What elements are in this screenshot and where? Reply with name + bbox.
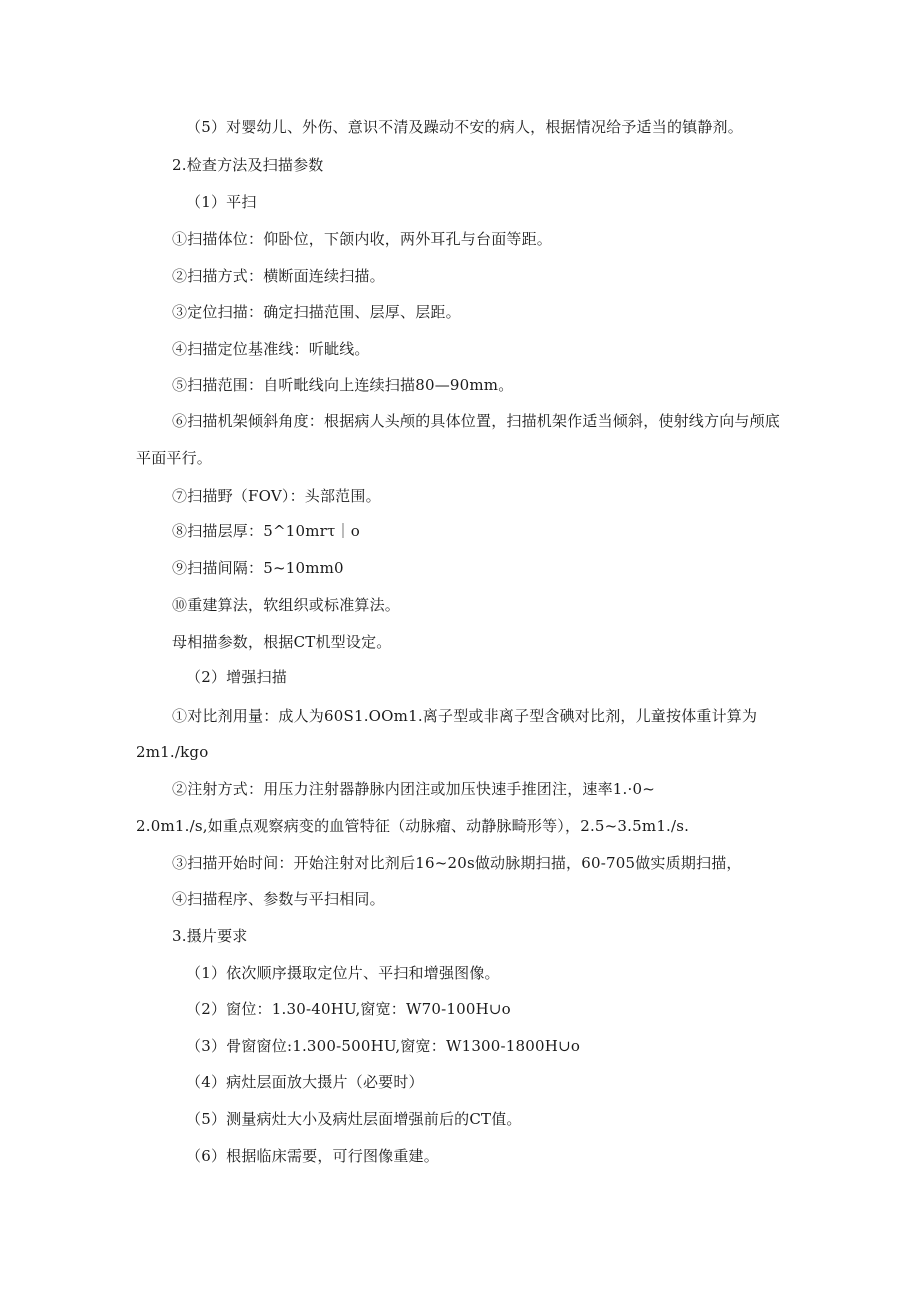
section-heading: 3.摄片要求: [172, 927, 248, 945]
text-line: ⑩重建算法，软组织或标准算法。: [172, 596, 401, 614]
text-line: ⑥扫描机架倾斜角度：根据病人头颅的具体位置，扫描机架作适当倾斜，使射线方向与颅底: [172, 412, 781, 430]
text-line: ⑨扫描间隔：5~10mm0: [172, 559, 344, 577]
text-line: 2.0m1./s,如重点观察病变的血管特征（动脉瘤、动静脉畸形等），2.5~3.5m1./s.: [136, 817, 690, 835]
text-line: （5）对婴幼儿、外伤、意识不清及躁动不安的病人，根据情况给予适当的镇静剂。: [186, 118, 743, 136]
section-heading: 2.检查方法及扫描参数: [172, 156, 324, 174]
text-line: ④扫描定位基准线：听眦线。: [172, 340, 370, 358]
subsection-heading: （2）增强扫描: [186, 668, 287, 686]
subsection-heading: （1）平扫: [186, 193, 257, 211]
text-line: 母相描参数，根据CT机型设定。: [172, 633, 392, 651]
text-line: （5）测量病灶大小及病灶层面增强前后的CT值。: [186, 1110, 522, 1128]
text-line: （1）依次顺序摄取定位片、平扫和增强图像。: [186, 964, 500, 982]
text-line: ⑦扫描野（FOV）：头部范围。: [172, 487, 381, 505]
text-line: ①扫描体位：仰卧位，下颌内收，两外耳孔与台面等距。: [172, 230, 553, 248]
text-line: ①对比剂用量：成人为60S1.OOm1.离子型或非离子型含碘对比剂，儿童按体重计算为: [172, 707, 758, 725]
text-line: （4）病灶层面放大摄片（必要时）: [186, 1073, 424, 1091]
text-line: （2）窗位：1.30-40HU,窗宽：W70-100H∪o: [186, 1000, 511, 1018]
text-line: ⑤扫描范围：自听毗线向上连续扫描80—90mm。: [172, 376, 514, 394]
text-line: ②扫描方式：横断面连续扫描。: [172, 267, 385, 285]
text-line: ③扫描开始时间：开始注射对比剂后16~20s做动脉期扫描，60-705做实质期扫描，: [172, 854, 742, 872]
text-line: ④扫描程序、参数与平扫相同。: [172, 890, 385, 908]
text-line: ②注射方式：用压力注射器静脉内团注或加压快速手推团注，速率1.·0~: [172, 780, 655, 798]
text-line: ⑧扫描层厚：5^10mrτ｜o: [172, 522, 360, 540]
text-line: 2m1./kgo: [136, 743, 209, 761]
text-line: 平面平行。: [136, 449, 213, 467]
text-line: （6）根据临床需要，可行图像重建。: [186, 1147, 439, 1165]
text-line: ③定位扫描：确定扫描范围、层厚、层距。: [172, 303, 461, 321]
text-line: （3）骨窗窗位:1.300-500HU,窗宽：W1300-1800H∪o: [186, 1037, 581, 1055]
